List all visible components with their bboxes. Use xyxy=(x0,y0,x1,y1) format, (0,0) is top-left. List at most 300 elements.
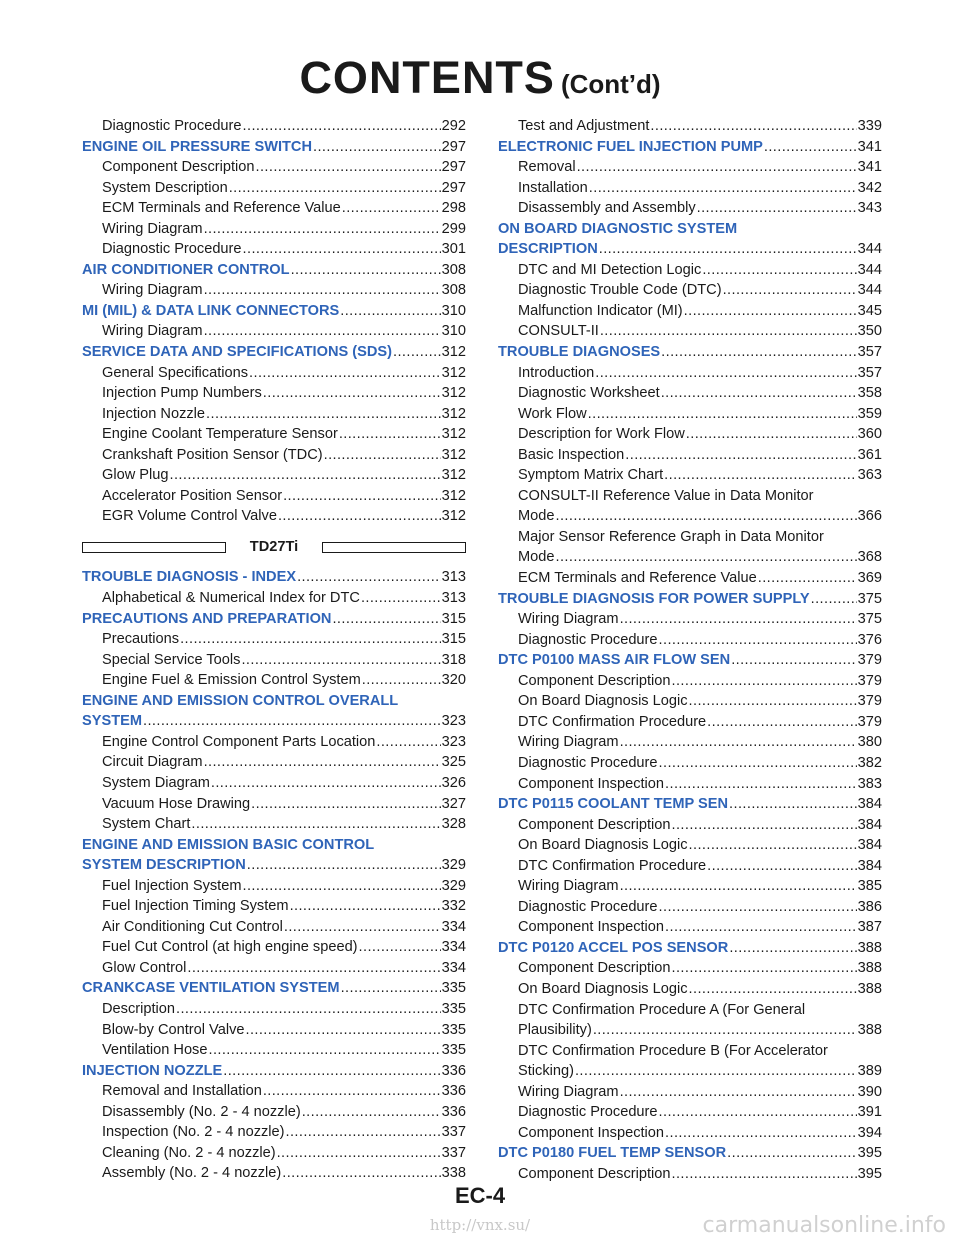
toc-entry[interactable] xyxy=(82,814,466,835)
toc-entry[interactable] xyxy=(82,383,466,404)
toc-page-number: 308 xyxy=(441,261,466,278)
toc-page-number: 308 xyxy=(441,282,466,299)
toc-page-number: 312 xyxy=(441,487,466,504)
toc-entry[interactable] xyxy=(498,465,882,486)
toc-entry[interactable] xyxy=(498,609,882,630)
toc-entry[interactable] xyxy=(498,547,882,568)
dot-leader xyxy=(764,137,857,158)
dot-leader xyxy=(620,732,857,753)
dot-leader xyxy=(672,671,857,692)
dot-leader xyxy=(661,383,857,404)
toc-entry-title: Mode xyxy=(518,508,555,525)
toc-entry[interactable] xyxy=(498,835,882,856)
toc-entry[interactable] xyxy=(498,363,882,384)
toc-entry-title: Injection Pump Numbers xyxy=(102,385,262,402)
dot-leader xyxy=(332,609,440,630)
toc-entry[interactable] xyxy=(82,999,466,1020)
toc-entry[interactable] xyxy=(498,178,882,199)
toc-page-number: 342 xyxy=(857,179,882,196)
toc-entry[interactable] xyxy=(82,937,466,958)
toc-entry-title: System Diagram xyxy=(102,774,210,791)
dot-leader xyxy=(556,547,857,568)
toc-section-entry[interactable]: ENGINE AND EMISSION CONTROL OVERALL xyxy=(82,692,399,709)
toc-entry-title: Wiring Diagram xyxy=(518,734,619,751)
dot-leader xyxy=(665,917,857,938)
toc-entry-title: Component Description xyxy=(518,816,671,833)
toc-entry[interactable] xyxy=(498,1061,882,1082)
toc-entry[interactable] xyxy=(498,157,882,178)
dot-leader xyxy=(672,815,857,836)
toc-entry[interactable] xyxy=(498,856,882,877)
toc-entry-title: SYSTEM xyxy=(82,713,143,730)
dot-leader xyxy=(223,1061,440,1082)
toc-page-number: 325 xyxy=(441,754,466,771)
toc-entry-title: Injection Nozzle xyxy=(102,405,206,422)
toc-page-number: 394 xyxy=(857,1124,882,1141)
toc-page-number: 312 xyxy=(441,446,466,463)
dot-leader xyxy=(672,1164,857,1185)
toc-entry-title: Wiring Diagram xyxy=(102,323,203,340)
toc-entry-title: Alphabetical & Numerical Index for DTC xyxy=(102,590,360,607)
dot-leader xyxy=(758,568,857,589)
toc-entry-title: Wiring Diagram xyxy=(102,282,203,299)
toc-page-number: 395 xyxy=(857,1165,882,1182)
toc-page-number: 334 xyxy=(441,959,466,976)
toc-entry[interactable] xyxy=(82,629,466,650)
toc-page-number: 310 xyxy=(441,302,466,319)
toc-entry-title: On Board Diagnosis Logic xyxy=(518,980,688,997)
toc-entry-title: Fuel Injection System xyxy=(102,877,242,894)
toc-section-entry[interactable] xyxy=(82,342,466,363)
toc-page-number: 375 xyxy=(857,590,882,607)
dot-leader xyxy=(661,342,856,363)
toc-entry-title: Inspection (No. 2 - 4 nozzle) xyxy=(102,1124,285,1141)
toc-entry[interactable] xyxy=(82,1081,466,1102)
toc-entry-title: DTC P0100 MASS AIR FLOW SEN xyxy=(498,652,731,669)
toc-entry[interactable] xyxy=(498,630,882,651)
toc-entry-title: PRECAUTIONS AND PREPARATION xyxy=(82,610,332,627)
toc-entry[interactable] xyxy=(498,568,882,589)
toc-entry-title: Disassembly (No. 2 - 4 nozzle) xyxy=(102,1103,301,1120)
toc-page-number: 386 xyxy=(857,898,882,915)
toc-entry[interactable] xyxy=(498,979,882,1000)
toc-entry[interactable] xyxy=(82,1102,466,1123)
page-header xyxy=(0,52,960,104)
toc-entry-title: Plausibility) xyxy=(518,1022,592,1039)
toc-entry[interactable] xyxy=(498,1123,882,1144)
toc-entry[interactable]: DTC Confirmation Procedure B (For Accelerator xyxy=(518,1042,828,1059)
toc-entry[interactable] xyxy=(82,773,466,794)
toc-entry[interactable] xyxy=(82,445,466,466)
toc-section-entry[interactable]: ON BOARD DIAGNOSTIC SYSTEM xyxy=(498,220,738,237)
toc-page-number: 297 xyxy=(441,138,466,155)
toc-entry[interactable] xyxy=(82,732,466,753)
toc-entry-title: Fuel Injection Timing System xyxy=(102,898,289,915)
toc-page-number: 337 xyxy=(441,1144,466,1161)
toc-page-number: 363 xyxy=(857,467,882,484)
toc-entry-title: Sticking) xyxy=(518,1063,574,1080)
toc-section-entry[interactable] xyxy=(82,301,466,322)
toc-page-number: 391 xyxy=(857,1104,882,1121)
toc-page-number: 337 xyxy=(441,1124,466,1141)
page-title: CONTENTS xyxy=(299,52,555,103)
toc-entry[interactable] xyxy=(82,670,466,691)
toc-entry[interactable] xyxy=(82,752,466,773)
dot-leader xyxy=(665,1123,857,1144)
dot-leader xyxy=(324,445,441,466)
toc-entry-title: Description xyxy=(102,1000,175,1017)
toc-entry[interactable] xyxy=(498,280,882,301)
dot-leader xyxy=(650,116,856,137)
toc-entry[interactable] xyxy=(82,219,466,240)
toc-page-number: 312 xyxy=(441,508,466,525)
toc-entry-title: DTC and MI Detection Logic xyxy=(518,261,702,278)
toc-entry-title: TROUBLE DIAGNOSES xyxy=(498,344,661,361)
toc-entry-title: Wiring Diagram xyxy=(518,611,619,628)
dot-leader xyxy=(180,629,441,650)
toc-section-entry[interactable] xyxy=(82,978,466,999)
toc-entry-title: CONSULT-II xyxy=(518,323,599,340)
toc-entry-title: TROUBLE DIAGNOSIS FOR POWER SUPPLY xyxy=(498,590,810,607)
toc-entry[interactable] xyxy=(82,794,466,815)
toc-page-number: 332 xyxy=(441,898,466,915)
toc-page-number: 315 xyxy=(441,610,466,627)
toc-entry[interactable] xyxy=(82,178,466,199)
toc-entry-title: Component Inspection xyxy=(518,919,665,936)
toc-page-number: 384 xyxy=(857,816,882,833)
toc-entry[interactable] xyxy=(82,157,466,178)
toc-page-number: 384 xyxy=(857,857,882,874)
toc-entry[interactable] xyxy=(82,1143,466,1164)
toc-entry[interactable] xyxy=(498,712,882,733)
dot-leader xyxy=(245,1020,440,1041)
toc-page-number: 388 xyxy=(857,939,882,956)
toc-entry-title: CRANKCASE VENTILATION SYSTEM xyxy=(82,980,340,997)
toc-entry[interactable] xyxy=(82,876,466,897)
toc-entry[interactable] xyxy=(82,239,466,260)
dot-leader xyxy=(697,198,857,219)
toc-page-number: 320 xyxy=(441,672,466,689)
toc-page-number: 301 xyxy=(441,241,466,258)
toc-entry-title: Diagnostic Procedure xyxy=(102,241,242,258)
toc-entry[interactable] xyxy=(498,301,882,322)
toc-page-number: 383 xyxy=(857,775,882,792)
toc-page-number: 313 xyxy=(441,590,466,607)
toc-entry[interactable] xyxy=(498,958,882,979)
toc-entry[interactable] xyxy=(82,404,466,425)
toc-entry[interactable] xyxy=(82,486,466,507)
toc-page-number: 327 xyxy=(441,795,466,812)
toc-page-number: 379 xyxy=(857,713,882,730)
toc-page-number: 297 xyxy=(441,159,466,176)
toc-page-number: 384 xyxy=(857,837,882,854)
toc-entry-title: Component Description xyxy=(102,159,255,176)
toc-section-entry[interactable] xyxy=(498,794,882,815)
dot-leader xyxy=(204,321,441,342)
toc-entry[interactable]: CONSULT-II Reference Value in Data Monitor xyxy=(518,487,814,504)
toc-page-number: 299 xyxy=(441,220,466,237)
toc-section-entry[interactable] xyxy=(82,855,466,876)
toc-entry[interactable] xyxy=(498,404,882,425)
toc-page-number: 313 xyxy=(441,569,466,586)
toc-entry-title: DESCRIPTION xyxy=(498,241,598,258)
toc-entry-title: Ventilation Hose xyxy=(102,1042,208,1059)
toc-entry[interactable] xyxy=(498,116,882,137)
toc-entry-title: SERVICE DATA AND SPECIFICATIONS (SDS) xyxy=(82,344,393,361)
toc-section-entry[interactable] xyxy=(82,1061,466,1082)
toc-page-number: 357 xyxy=(857,364,882,381)
toc-page-number: 292 xyxy=(441,118,466,134)
toc-section-entry[interactable] xyxy=(498,342,882,363)
toc-entry[interactable] xyxy=(498,424,882,445)
page-title-suffix: (Cont’d) xyxy=(560,69,661,99)
toc-page-number: 395 xyxy=(857,1145,882,1162)
toc-entry[interactable] xyxy=(498,753,882,774)
toc-entry-title: Component Inspection xyxy=(518,775,665,792)
toc-entry[interactable] xyxy=(82,506,466,527)
toc-entry-title: System Chart xyxy=(102,816,191,833)
dot-leader xyxy=(282,1163,440,1184)
toc-left-column xyxy=(82,116,466,1184)
toc-section-entry[interactable] xyxy=(498,239,882,260)
toc-entry[interactable] xyxy=(498,1082,882,1103)
toc-page-number: 387 xyxy=(857,919,882,936)
toc-page-number: 382 xyxy=(857,754,882,771)
toc-entry[interactable] xyxy=(498,815,882,836)
dot-leader xyxy=(664,465,856,486)
toc-entry-title: General Specifications xyxy=(102,364,249,381)
toc-entry-title: Component Description xyxy=(518,1165,671,1182)
dot-leader xyxy=(689,691,857,712)
toc-page-number: 376 xyxy=(857,631,882,648)
toc-entry[interactable] xyxy=(498,383,882,404)
toc-entry[interactable] xyxy=(498,774,882,795)
toc-entry-title: Symptom Matrix Chart xyxy=(518,467,664,484)
toc-page-number: 335 xyxy=(441,1000,466,1017)
toc-entry[interactable] xyxy=(498,917,882,938)
toc-page-number: 359 xyxy=(857,405,882,422)
toc-entry[interactable] xyxy=(498,1020,882,1041)
toc-page-number: 318 xyxy=(441,651,466,668)
toc-entry-title: Removal xyxy=(518,159,576,176)
toc-section-entry[interactable] xyxy=(82,137,466,158)
toc-entry-title: Air Conditioning Cut Control xyxy=(102,918,283,935)
toc-section-entry[interactable] xyxy=(498,938,882,959)
dot-leader xyxy=(187,958,440,979)
page-number: EC-4 xyxy=(454,1183,506,1208)
toc-page-number: 344 xyxy=(857,241,882,258)
toc-entry[interactable] xyxy=(82,1020,466,1041)
dot-leader xyxy=(659,753,857,774)
toc-entry-title: Component Description xyxy=(518,672,671,689)
toc-entry-title: Glow Control xyxy=(102,959,187,976)
dot-leader xyxy=(556,506,857,527)
toc-entry-title: Special Service Tools xyxy=(102,651,241,668)
toc-entry[interactable] xyxy=(82,1040,466,1061)
toc-entry-title: Basic Inspection xyxy=(518,446,625,463)
toc-entry[interactable] xyxy=(82,280,466,301)
dot-leader xyxy=(595,363,856,384)
toc-entry-title: Wiring Diagram xyxy=(518,878,619,895)
toc-entry[interactable] xyxy=(82,321,466,342)
toc-entry-title: INJECTION NOZZLE xyxy=(82,1062,223,1079)
toc-entry[interactable] xyxy=(82,363,466,384)
toc-entry[interactable] xyxy=(82,424,466,445)
toc-entry-title: Introduction xyxy=(518,364,595,381)
toc-entry[interactable] xyxy=(498,321,882,342)
toc-entry[interactable] xyxy=(498,671,882,692)
toc-page-number: 345 xyxy=(857,302,882,319)
dot-leader xyxy=(249,363,441,384)
site-watermark: carmanualsonline.info xyxy=(702,1213,946,1238)
toc-section-entry[interactable] xyxy=(82,567,466,588)
toc-right-column xyxy=(498,116,882,1184)
dot-leader xyxy=(341,978,441,999)
toc-entry[interactable] xyxy=(82,650,466,671)
dot-leader xyxy=(243,876,441,897)
toc-page-number: 336 xyxy=(441,1062,466,1079)
toc-entry-title: On Board Diagnosis Logic xyxy=(518,693,688,710)
toc-entry[interactable] xyxy=(498,691,882,712)
toc-entry[interactable]: DTC Confirmation Procedure A (For General xyxy=(518,1001,806,1018)
dot-leader xyxy=(208,1040,440,1061)
toc-entry-title: On Board Diagnosis Logic xyxy=(518,837,688,854)
dot-leader xyxy=(291,260,441,281)
dot-leader xyxy=(243,239,441,260)
toc-entry[interactable] xyxy=(498,445,882,466)
toc-entry-title: AIR CONDITIONER CONTROL xyxy=(82,261,290,278)
toc-entry[interactable] xyxy=(82,1122,466,1143)
toc-page-number: 312 xyxy=(441,364,466,381)
toc-page-number: 341 xyxy=(857,159,882,176)
toc-page-number: 343 xyxy=(857,200,882,217)
dot-leader xyxy=(361,588,441,609)
toc-entry-title: DTC P0120 ACCEL POS SENSOR xyxy=(498,939,729,956)
toc-page-number: 335 xyxy=(441,1021,466,1038)
toc-entry-title: Glow Plug xyxy=(102,467,169,484)
toc-entry-title: DTC P0115 COOLANT TEMP SEN xyxy=(498,796,729,813)
toc-entry-title: Diagnostic Procedure xyxy=(518,898,658,915)
toc-entry[interactable]: Major Sensor Reference Graph in Data Monitor xyxy=(518,528,824,545)
toc-entry[interactable] xyxy=(82,116,466,137)
toc-entry-title: Component Inspection xyxy=(518,1124,665,1141)
toc-entry-title: Assembly (No. 2 - 4 nozzle) xyxy=(102,1165,282,1182)
toc-entry[interactable] xyxy=(82,198,466,219)
toc-section-entry[interactable] xyxy=(82,609,466,630)
dot-leader xyxy=(191,814,440,835)
dot-leader xyxy=(588,404,857,425)
toc-page-number: 335 xyxy=(441,1042,466,1059)
dot-leader xyxy=(727,1143,856,1164)
dot-leader xyxy=(599,239,857,260)
toc-entry[interactable] xyxy=(82,465,466,486)
toc-entry[interactable] xyxy=(82,588,466,609)
toc-page-number: 334 xyxy=(441,939,466,956)
dot-leader xyxy=(620,876,857,897)
dot-leader xyxy=(393,342,441,363)
toc-page-number: 312 xyxy=(441,426,466,443)
dot-leader xyxy=(672,958,857,979)
toc-page-number: 384 xyxy=(857,796,882,813)
dot-leader xyxy=(297,567,441,588)
toc-entry-title: ECM Terminals and Reference Value xyxy=(102,200,341,217)
toc-entry-title: Diagnostic Procedure xyxy=(518,631,658,648)
dot-leader xyxy=(204,219,441,240)
toc-page-number: 312 xyxy=(441,385,466,402)
toc-section-entry[interactable] xyxy=(498,137,882,158)
toc-entry-title: Vacuum Hose Drawing xyxy=(102,795,251,812)
toc-entry[interactable] xyxy=(82,896,466,917)
toc-page-number: 312 xyxy=(441,467,466,484)
toc-entry[interactable] xyxy=(82,917,466,938)
toc-entry-title: Wiring Diagram xyxy=(102,220,203,237)
toc-page-number: 315 xyxy=(441,631,466,648)
toc-page-number: 357 xyxy=(857,344,882,361)
toc-entry[interactable] xyxy=(498,1164,882,1185)
toc-page-number: 336 xyxy=(441,1103,466,1120)
toc-section-entry[interactable] xyxy=(82,260,466,281)
toc-entry-title: Diagnostic Trouble Code (DTC) xyxy=(518,282,722,299)
dot-leader xyxy=(290,896,441,917)
toc-entry-title: SYSTEM DESCRIPTION xyxy=(82,857,246,874)
toc-page-number: 297 xyxy=(441,179,466,196)
dot-leader xyxy=(302,1102,441,1123)
dot-leader xyxy=(707,712,856,733)
toc-entry[interactable] xyxy=(82,958,466,979)
toc-entry[interactable] xyxy=(498,876,882,897)
dot-leader xyxy=(600,321,857,342)
toc-page-number: 323 xyxy=(441,713,466,730)
toc-section-entry[interactable] xyxy=(498,650,882,671)
dot-leader xyxy=(729,938,856,959)
section-divider xyxy=(82,537,466,558)
toc-section-entry[interactable] xyxy=(498,1143,882,1164)
toc-page-number: 379 xyxy=(857,693,882,710)
toc-page-number: 326 xyxy=(441,774,466,791)
dot-leader xyxy=(376,732,440,753)
toc-page-number: 298 xyxy=(441,200,466,217)
toc-section-entry[interactable] xyxy=(82,711,466,732)
toc-page-number: 375 xyxy=(857,611,882,628)
toc-entry[interactable] xyxy=(498,897,882,918)
dot-leader xyxy=(659,630,857,651)
dot-leader xyxy=(362,670,441,691)
toc-entry[interactable] xyxy=(498,506,882,527)
dot-leader xyxy=(204,752,441,773)
toc-entry[interactable] xyxy=(498,198,882,219)
dot-leader xyxy=(575,1061,857,1082)
toc-page-number: 329 xyxy=(441,877,466,894)
dot-leader xyxy=(359,937,441,958)
toc-page-number: 312 xyxy=(441,344,466,361)
toc-entry-title: Cleaning (No. 2 - 4 nozzle) xyxy=(102,1144,276,1161)
toc-entry[interactable] xyxy=(498,260,882,281)
dot-leader xyxy=(284,917,441,938)
dot-leader xyxy=(577,157,857,178)
toc-section-entry[interactable] xyxy=(498,589,882,610)
toc-entry[interactable] xyxy=(498,732,882,753)
toc-section-entry[interactable]: ENGINE AND EMISSION BASIC CONTROL xyxy=(82,836,375,853)
dot-leader xyxy=(340,301,440,322)
toc-entry[interactable] xyxy=(82,1163,466,1184)
toc-entry-title: DTC Confirmation Procedure xyxy=(518,857,707,874)
toc-page-number: 388 xyxy=(857,960,882,977)
toc-entry-title: TROUBLE DIAGNOSIS - INDEX xyxy=(82,569,297,586)
dot-leader xyxy=(176,999,441,1020)
dot-leader xyxy=(247,855,441,876)
footer-url-link[interactable]: http://vnx.su/ xyxy=(429,1216,531,1234)
toc-entry[interactable] xyxy=(498,1102,882,1123)
